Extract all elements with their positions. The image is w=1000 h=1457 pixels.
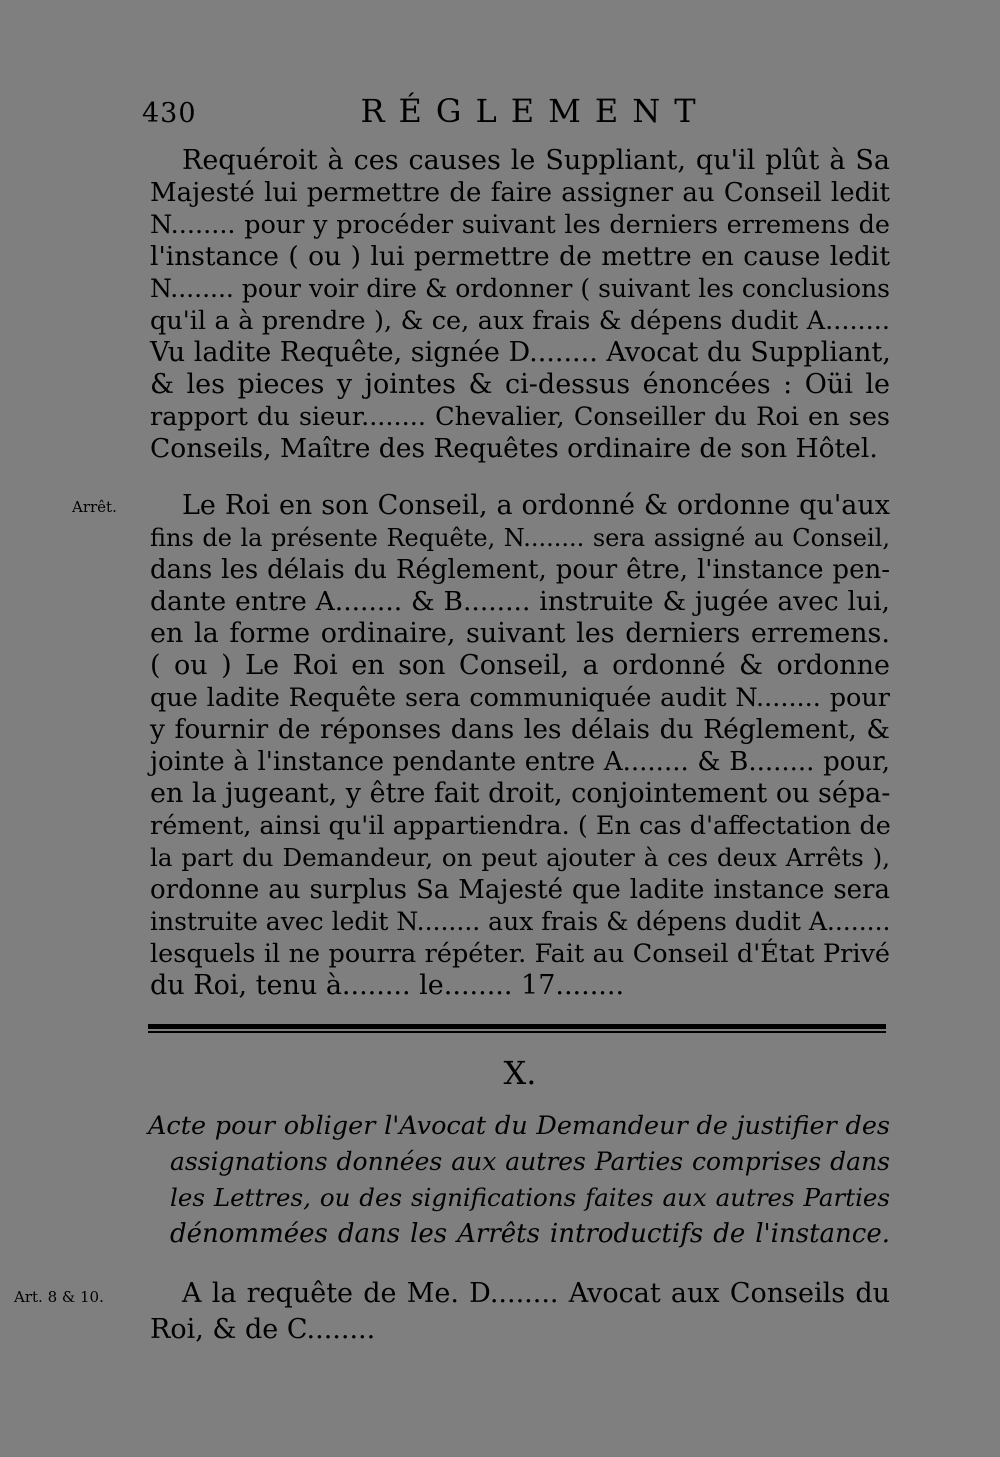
- margin-note-articles: Art. 8 & 10.: [14, 1288, 104, 1306]
- divider-thin-line: [148, 1031, 886, 1033]
- text-line: A la requête de Me. D........ Avocat aux Conseils du: [182, 1278, 890, 1309]
- text-line: rapport du sieur........ Chevalier, Conseiller du Roi en ses: [150, 402, 890, 432]
- text-line: fins de la présente Requête, N........ sera assigné au Conseil,: [150, 524, 890, 552]
- divider-thick-line: [148, 1024, 886, 1029]
- text-line: N........ pour y procéder suivant les derniers erremens de: [150, 210, 890, 240]
- text-line: Vu ladite Requête, signée D........ Avocat du Suppliant,: [150, 337, 891, 368]
- heading-line: Acte pour obliger l'Avocat du Demandeur de justifier des: [148, 1111, 890, 1141]
- paragraph-acte: [150, 1276, 890, 1348]
- paragraph-arret: [150, 490, 890, 1002]
- text-line: dante entre A........ & B........ instruite & jugée avec lui,: [150, 586, 890, 617]
- text-line: Requéroit à ces causes le Suppliant, qu'il plût à Sa: [182, 145, 890, 176]
- heading-line: les Lettres, ou des significations faites aux autres Parties: [170, 1183, 890, 1212]
- heading-line: assignations données aux autres Parties comprises dans: [170, 1147, 890, 1176]
- text-line: qu'il a à prendre ), & ce, aux frais & dépens dudit A........: [150, 306, 890, 336]
- text-line: dans les délais du Réglement, pour être, l'instance pen-: [150, 555, 890, 585]
- margin-note-arret: Arrêt.: [72, 498, 117, 516]
- text-line: du Roi, tenu à........ le........ 17........: [150, 970, 625, 1001]
- text-line: N........ pour voir dire & ordonner ( suivant les conclusions: [150, 274, 890, 303]
- text-line: Roi, & de C........: [150, 1314, 376, 1345]
- section-divider: [148, 1024, 886, 1034]
- text-line: l'instance ( ou ) lui permettre de mettre en cause ledit: [150, 241, 890, 272]
- text-line: que ladite Requête sera communiquée audit N........ pour: [150, 683, 890, 713]
- text-line: en la forme ordinaire, suivant les derniers erremens.: [150, 618, 890, 649]
- paragraph-requete: [150, 145, 890, 465]
- text-line: Le Roi en son Conseil, a ordonné & ordonne qu'aux: [182, 490, 890, 521]
- text-line: Majesté lui permettre de faire assigner au Conseil ledit: [150, 178, 890, 208]
- text-line: ( ou ) Le Roi en son Conseil, a ordonné & ordonne: [150, 650, 890, 681]
- text-line: y fournir de réponses dans les délais du Réglement, &: [150, 714, 890, 745]
- text-line: ordonne au surplus Sa Majesté que ladite instance sera: [150, 875, 890, 905]
- text-line: jointe à l'instance pendante entre A........ & B........ pour,: [150, 747, 890, 777]
- text-line: en la jugeant, y être fait droit, conjointement ou sépa-: [150, 778, 891, 809]
- text-line: lesquels il ne pourra répéter. Fait au Conseil d'État Privé: [150, 939, 890, 969]
- heading-line: dénommées dans les Arrêts introductifs de l'instance.: [170, 1219, 890, 1249]
- page-header: [140, 92, 890, 138]
- text-line: Conseils, Maître des Requêtes ordinaire de son Hôtel.: [150, 433, 878, 464]
- section-heading: [148, 1108, 890, 1252]
- running-title: RÉGLEMENT: [360, 92, 710, 130]
- text-line: la part du Demandeur, on peut ajouter à ces deux Arrêts ),: [150, 843, 890, 872]
- text-line: instruite avec ledit N........ aux frais & dépens dudit A........: [150, 907, 891, 936]
- text-line: & les pieces y jointes & ci-dessus énoncées : Oüi le: [150, 369, 890, 400]
- text-line: rément, ainsi qu'il appartiendra. ( En cas d'affectation de: [150, 811, 891, 841]
- page-number: 430: [142, 98, 197, 129]
- section-number: X.: [503, 1054, 537, 1092]
